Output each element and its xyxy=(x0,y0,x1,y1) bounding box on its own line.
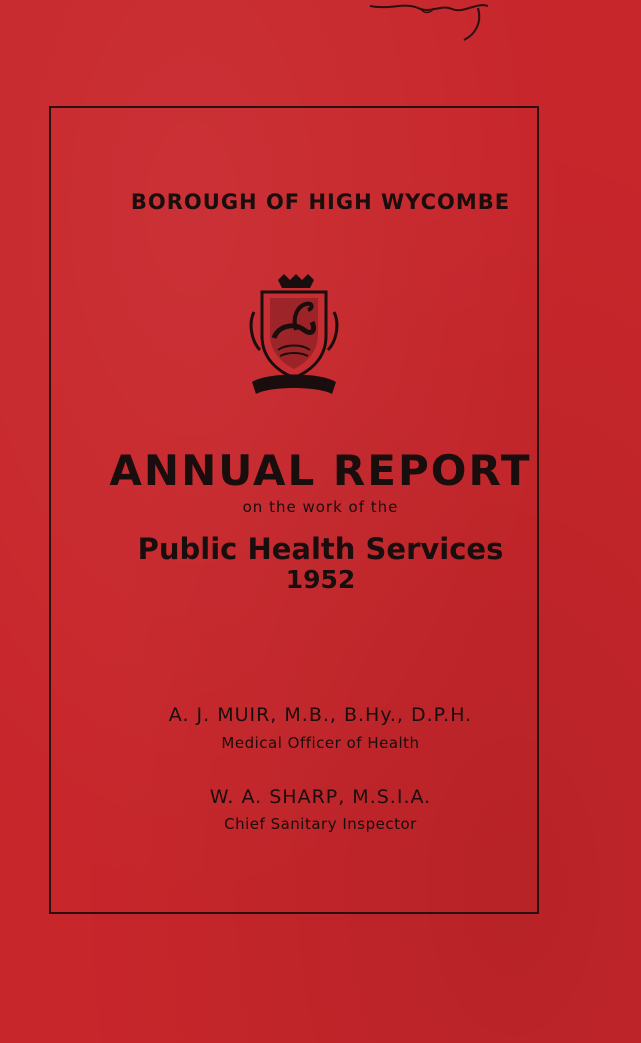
report-subject: Public Health Services xyxy=(137,532,504,566)
borough-coat-of-arms-icon xyxy=(248,272,340,398)
medical-officer-name: A. J. MUIR, M.B., B.Hy., D.P.H. xyxy=(168,704,473,726)
report-title: ANNUAL REPORT xyxy=(109,446,532,495)
handwritten-library-mark-icon xyxy=(360,0,500,48)
medical-officer-role: Medical Officer of Health xyxy=(221,734,420,752)
authority-title: BOROUGH OF HIGH WYCOMBE xyxy=(130,190,511,214)
sanitary-inspector-role: Chief Sanitary Inspector xyxy=(224,815,417,833)
sanitary-inspector-name: W. A. SHARP, M.S.I.A. xyxy=(209,786,432,808)
report-subtitle: on the work of the xyxy=(242,498,399,516)
report-year: 1952 xyxy=(285,565,356,594)
